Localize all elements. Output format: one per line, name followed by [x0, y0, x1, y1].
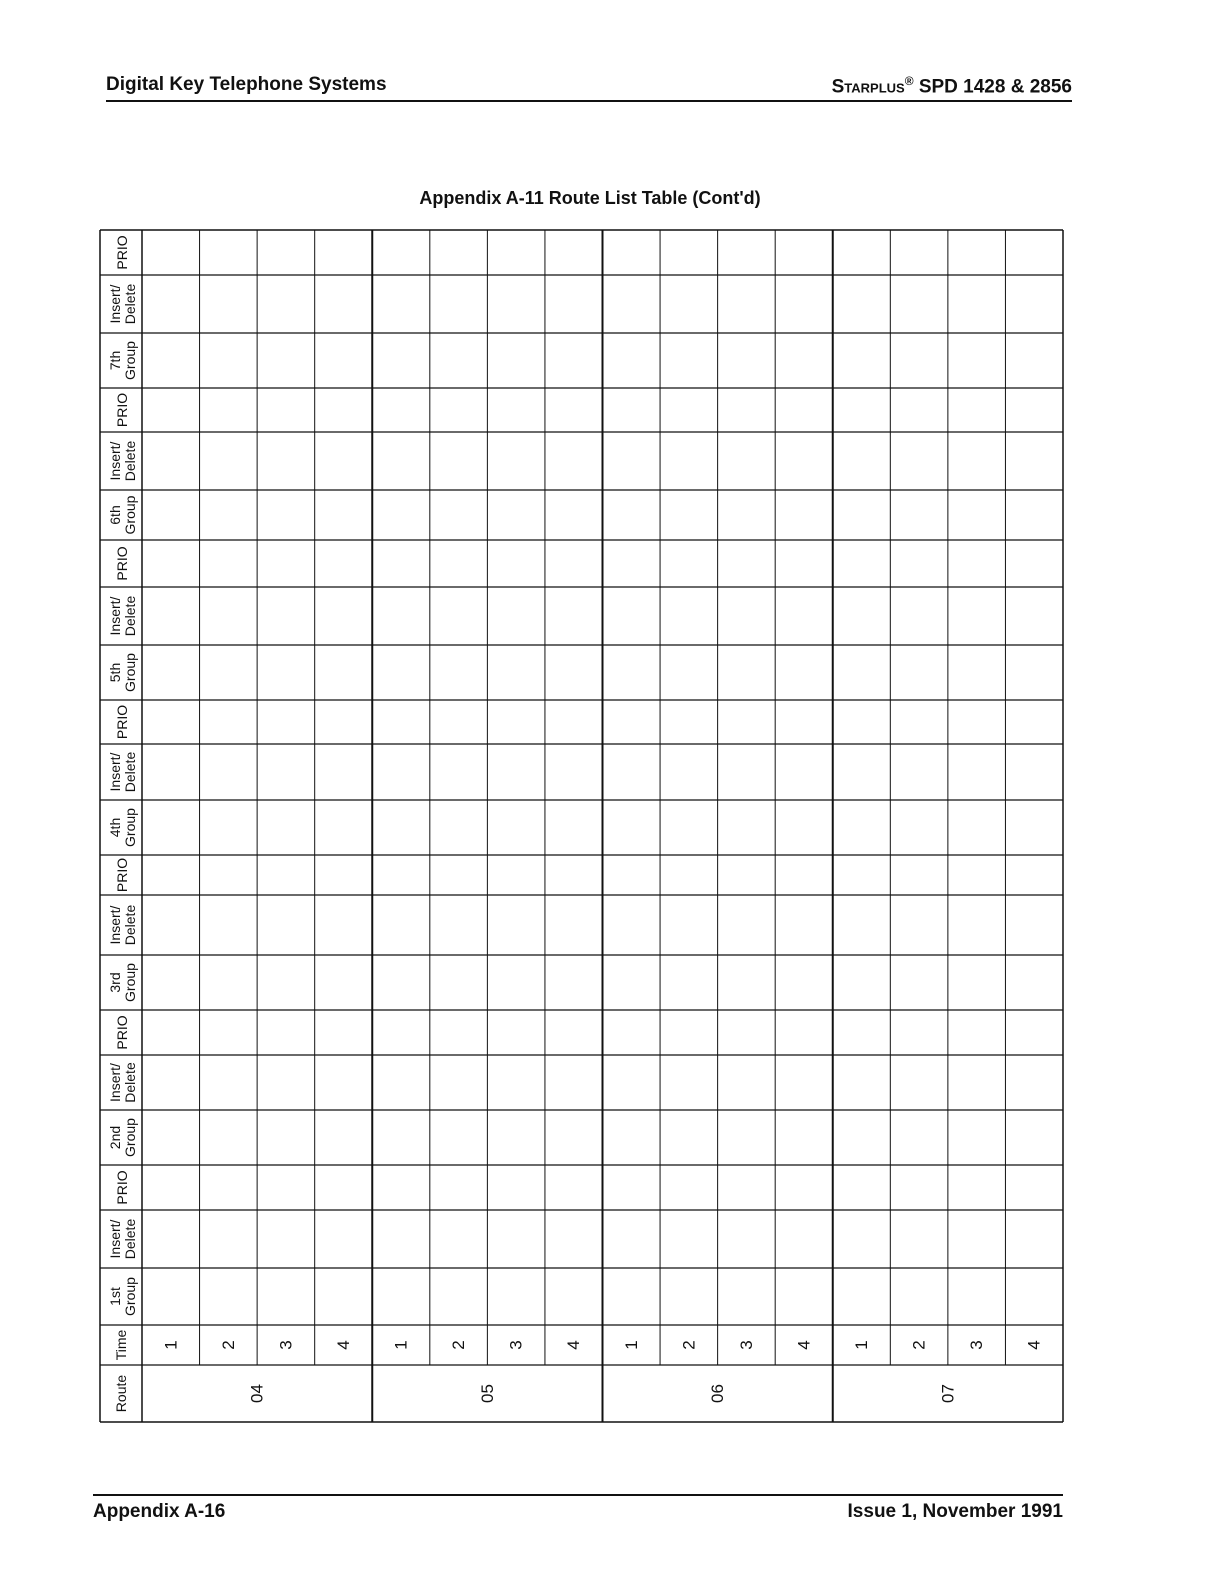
column-header-label: Delete — [122, 440, 138, 482]
brand-name: Starplus — [831, 76, 905, 98]
column-header-label: 5th — [107, 662, 123, 683]
route-number: 06 — [708, 1384, 728, 1403]
column-header-label: Insert/ — [107, 596, 123, 636]
column-header-label: Insert/ — [107, 284, 123, 324]
column-header-label: Insert/ — [107, 1063, 123, 1102]
column-header-label: 6th — [107, 505, 123, 525]
route-number: 05 — [477, 1384, 497, 1403]
column-header-label: Delete — [122, 595, 138, 637]
time-number: 1 — [391, 1340, 411, 1350]
column-header-label: Group — [122, 1118, 138, 1157]
model-number: SPD 1428 & 2856 — [918, 76, 1072, 98]
route-number: 07 — [938, 1384, 958, 1403]
page-footer — [93, 1494, 1063, 1522]
time-header: Time — [113, 1329, 129, 1361]
column-header-label: Group — [122, 963, 138, 1002]
column-header-label: 2nd — [107, 1125, 123, 1150]
column-header-label: Delete — [122, 1062, 138, 1103]
column-header-label: Insert/ — [107, 752, 123, 792]
column-header-label: Insert/ — [107, 441, 123, 481]
time-number: 4 — [794, 1340, 814, 1350]
column-header-label: 3rd — [107, 972, 123, 993]
column-header-label: Delete — [122, 904, 138, 946]
column-header-label: 1st — [107, 1287, 123, 1306]
time-number: 3 — [506, 1340, 526, 1350]
column-header-label: Insert/ — [107, 1219, 123, 1259]
column-header-label: Delete — [122, 283, 138, 325]
time-number: 4 — [1024, 1340, 1044, 1350]
time-number: 1 — [621, 1340, 641, 1350]
column-header-label: 4th — [107, 817, 123, 838]
column-header-label: Insert/ — [107, 905, 123, 945]
column-header-label: Group — [122, 495, 138, 535]
registered-mark: ® — [904, 74, 914, 88]
route-number: 04 — [247, 1384, 267, 1403]
column-header-label: PRIO — [114, 857, 130, 893]
time-number: 4 — [564, 1340, 584, 1350]
footer-page-number: Appendix A-16 — [93, 1501, 226, 1522]
column-header-label: PRIO — [114, 392, 130, 428]
column-header-label: Delete — [122, 1218, 138, 1260]
column-header-label: PRIO — [114, 1015, 130, 1050]
time-number: 2 — [449, 1340, 469, 1350]
time-number: 4 — [333, 1340, 353, 1350]
time-number: 3 — [276, 1340, 296, 1350]
column-header-label: Group — [122, 808, 138, 847]
column-header-label: PRIO — [114, 704, 130, 740]
time-number: 2 — [909, 1340, 929, 1350]
time-number: 3 — [967, 1340, 987, 1350]
column-header-label: Group — [122, 653, 138, 692]
route-header: Route — [113, 1374, 129, 1413]
column-header-label: 7th — [107, 350, 123, 371]
time-number: 2 — [679, 1340, 699, 1350]
column-header-label: PRIO — [114, 546, 130, 581]
time-number: 1 — [161, 1340, 181, 1350]
time-number: 1 — [852, 1340, 872, 1350]
time-number: 3 — [736, 1340, 756, 1350]
column-header-label: Delete — [122, 751, 138, 793]
table-title: Appendix A-11 Route List Table (Cont'd) — [419, 188, 761, 208]
time-number: 2 — [218, 1340, 238, 1350]
column-header-label: PRIO — [114, 235, 130, 270]
column-header-label: Group — [122, 341, 138, 380]
column-header-label: PRIO — [114, 1170, 130, 1205]
column-header-label: Group — [122, 1277, 138, 1316]
header-title: Digital Key Telephone Systems — [106, 74, 387, 95]
footer-issue: Issue 1, November 1991 — [847, 1501, 1063, 1522]
